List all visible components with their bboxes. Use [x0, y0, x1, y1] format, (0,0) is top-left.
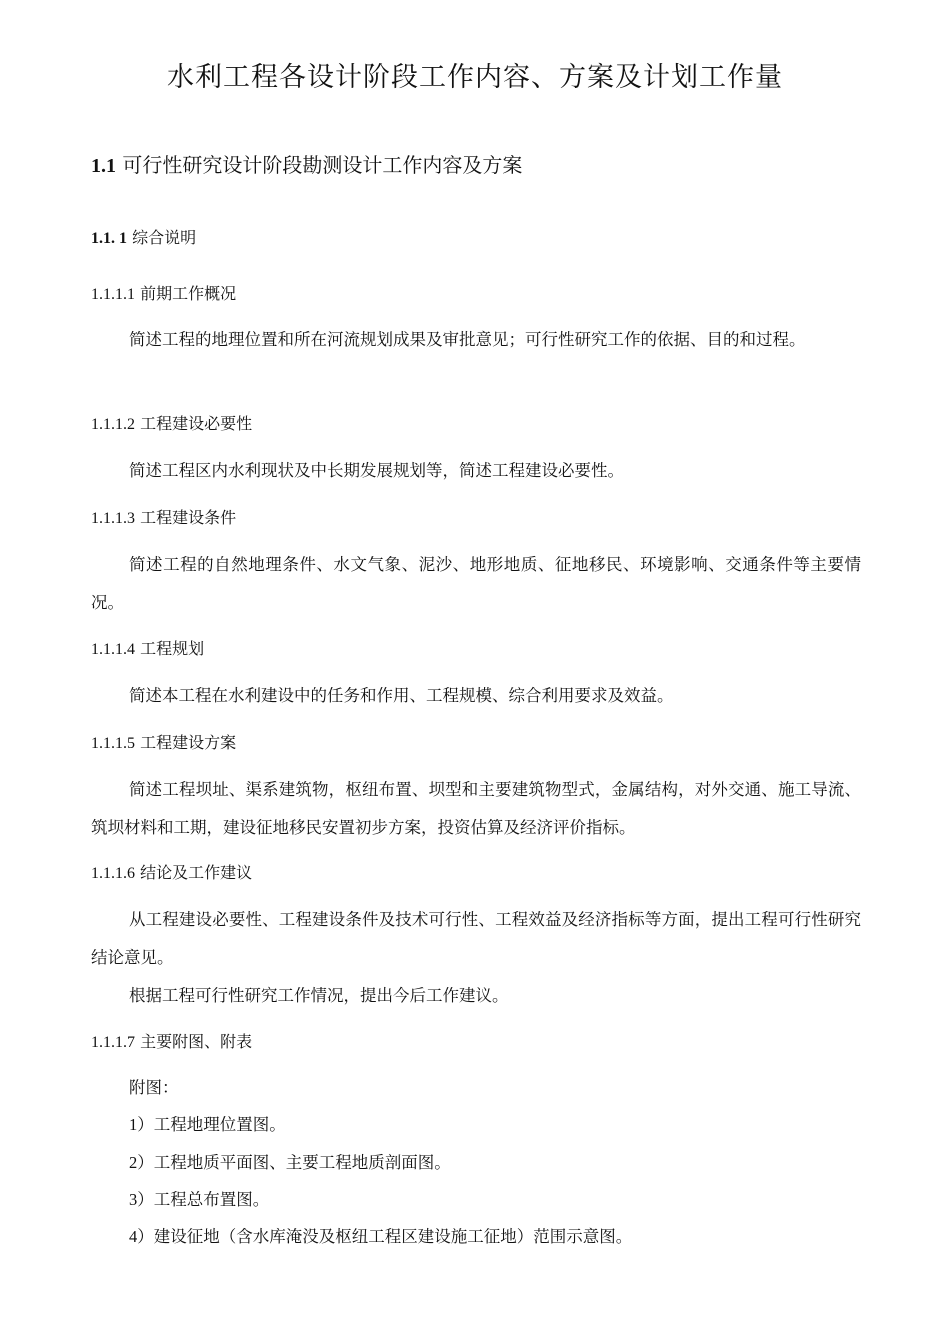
item-paragraph: 简述本工程在水利建设中的任务和作用、工程规模、综合利用要求及效益。	[129, 686, 674, 705]
attachment-text: 工程地质平面图、主要工程地质剖面图。	[153, 1153, 451, 1172]
item-heading-text: 工程建设必要性	[140, 414, 253, 433]
attachment-item	[129, 1185, 269, 1215]
section-number: 1.1	[91, 155, 116, 177]
item-heading-1	[91, 280, 236, 309]
document-title: 水利工程各设计阶段工作内容、方案及计划工作量	[167, 62, 783, 93]
item-heading-text: 工程建设方案	[140, 733, 237, 752]
attachment-number: 4）	[129, 1227, 154, 1246]
item-heading-text: 工程建设条件	[140, 508, 237, 527]
item-paragraph: 简述工程的地理位置和所在河流规划成果及审批意见；可行性研究工作的依据、目的和过程。	[129, 330, 806, 349]
item-heading-7	[91, 1028, 252, 1057]
section-title: 可行性研究设计阶段勘测设计工作内容及方案	[122, 153, 523, 177]
attachment-text: 工程地理位置图。	[153, 1115, 286, 1134]
item-number: 1.1.1.3	[91, 510, 135, 527]
attachments-label: 附图：	[129, 1078, 179, 1097]
item-heading-text: 主要附图、附表	[140, 1032, 253, 1051]
item-heading-4	[91, 635, 204, 664]
item-number: 1.1.1.2	[91, 416, 135, 433]
attachment-number: 3）	[129, 1190, 154, 1209]
item-number: 1.1.1.5	[91, 735, 135, 752]
attachment-item	[129, 1110, 286, 1140]
item-paragraph: 简述工程坝址、渠系建筑物，枢纽布置、坝型和主要建筑物型式，金属结构，对外交通、施工导流、筑坝材料和工期，建设征地移民安置初步方案，投资估算及经济评价指标。	[91, 780, 861, 837]
item-paragraph: 根据工程可行性研究工作情况，提出今后工作建议。	[129, 986, 509, 1005]
item-heading-text: 结论及工作建议	[140, 863, 253, 882]
attachment-text: 建设征地（含水库淹没及枢纽工程区建设施工征地）范围示意图。	[153, 1227, 633, 1246]
item-number: 1.1.1.4	[91, 641, 135, 658]
attachment-number: 1）	[129, 1115, 154, 1134]
item-heading-text: 前期工作概况	[140, 284, 237, 303]
item-paragraph: 从工程建设必要性、工程建设条件及技术可行性、工程效益及经济指标等方面，提出工程可行性研究结论意见。	[91, 910, 861, 967]
item-number: 1.1.1.7	[91, 1034, 135, 1051]
item-heading-5	[91, 729, 236, 758]
subsection-number: 1.1. 1	[91, 230, 127, 247]
item-heading-2	[91, 410, 252, 439]
item-heading-text: 工程规划	[140, 639, 205, 658]
attachment-item	[129, 1148, 451, 1178]
subsection-heading	[91, 224, 196, 253]
item-paragraph: 简述工程的自然地理条件、水文气象、泥沙、地形地质、征地移民、环境影响、交通条件等主要情况。	[91, 555, 861, 612]
item-heading-6	[91, 859, 252, 888]
item-heading-3	[91, 504, 236, 533]
attachment-text: 工程总布置图。	[153, 1190, 270, 1209]
subsection-title: 综合说明	[132, 228, 197, 247]
item-number: 1.1.1.6	[91, 865, 135, 882]
section-heading	[91, 148, 522, 183]
item-paragraph: 简述工程区内水利现状及中长期发展规划等，简述工程建设必要性。	[129, 461, 624, 480]
item-number: 1.1.1.1	[91, 286, 135, 303]
attachment-item	[129, 1222, 632, 1252]
attachment-number: 2）	[129, 1153, 154, 1172]
